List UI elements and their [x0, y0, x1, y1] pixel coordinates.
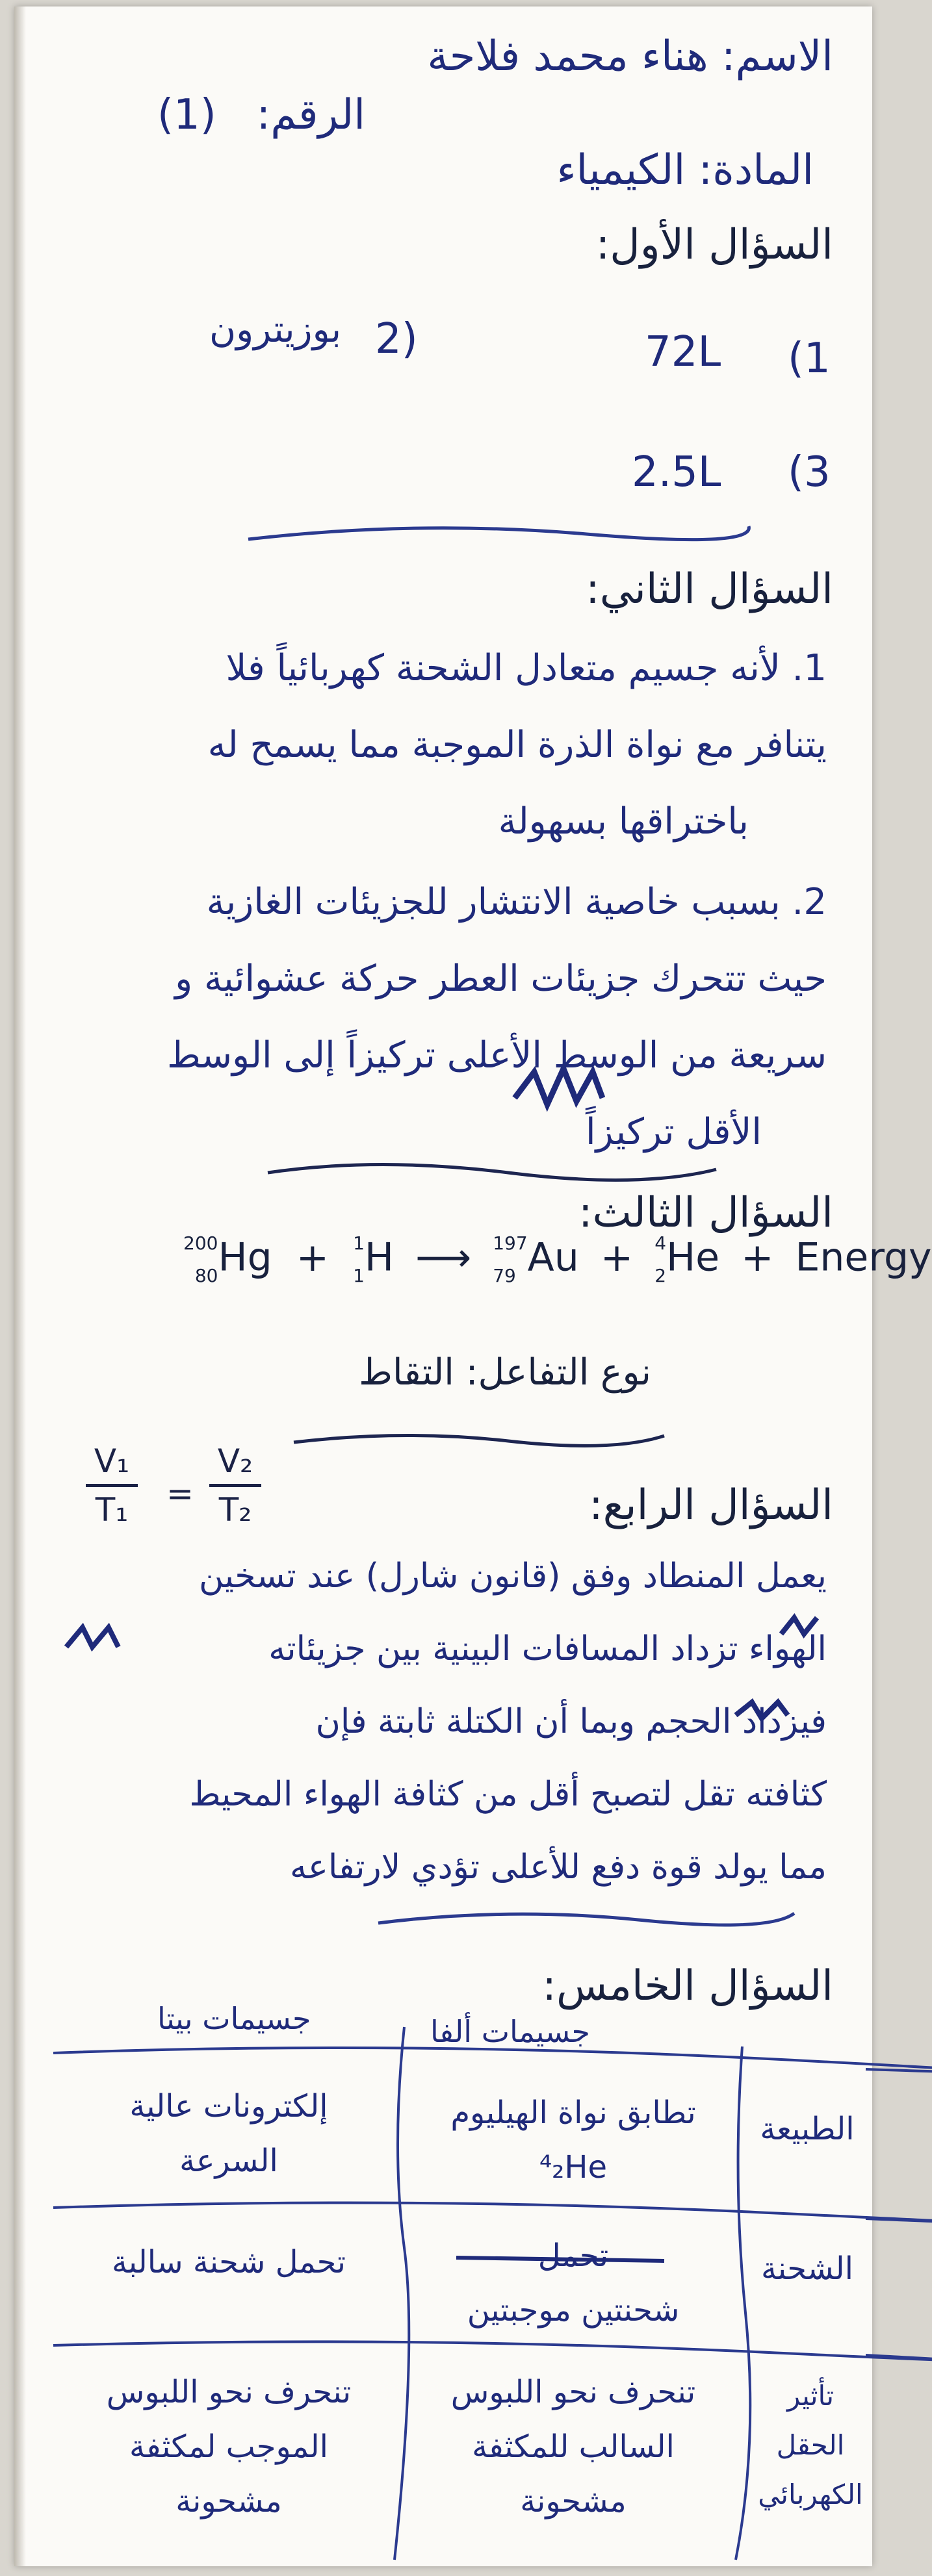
q2-p2-line: الأقل تركيزاً — [586, 1111, 762, 1153]
q1-answer-2-text: بوزيترون — [209, 309, 342, 351]
row-label-line: الحقل — [776, 2429, 845, 2461]
row-label-line: الكهربائي — [758, 2479, 863, 2510]
h-number: 1 — [353, 1265, 365, 1286]
q4-line: فيزداد الحجم وبما أن الكتلة ثابتة فإن — [315, 1702, 827, 1741]
table-header-beta: جسيمات بيتا — [157, 2001, 311, 2036]
answer-sheet — [14, 6, 932, 2566]
q1-title: السؤال الأول: — [595, 221, 833, 269]
row-label-line: تأثير — [786, 2380, 835, 2412]
q2-p2-line: حيث تتحرك جزيئات العطر حركة عشوائية و — [175, 958, 827, 1000]
table-header-line — [53, 2048, 932, 2072]
q4-paragraph — [47, 1540, 827, 1904]
au-number: 79 — [493, 1265, 516, 1286]
cell-line: شحنتين موجبتين — [467, 2292, 680, 2328]
plus-3: + — [741, 1234, 774, 1281]
q4-title: السؤال الرابع: — [589, 1481, 833, 1529]
cell-beta-field — [66, 2365, 391, 2529]
cell-line: السالب للمكثفة — [472, 2429, 675, 2465]
he-mass: 4 — [654, 1232, 667, 1254]
q1-answer-3-num: (3 — [788, 448, 831, 496]
cell-line: تطابق نواة الهيليوم — [450, 2095, 696, 2131]
charles-law-equals: = — [166, 1475, 194, 1512]
q4-line: يعمل المنطاد وفق (قانون شارل) عند تسخين — [198, 1557, 827, 1596]
q1-answer-1-text: 72L — [645, 328, 721, 376]
table-col-divider-2 — [736, 2047, 750, 2560]
charles-law-left — [86, 1442, 138, 1529]
q2-title: السؤال الثاني: — [586, 565, 833, 613]
v1: V₁ — [94, 1442, 130, 1480]
divider-q4 — [378, 1913, 794, 1925]
cell-line: تحمل — [537, 2238, 609, 2274]
reaction-type: نوع التفاعل: التقاط — [359, 1351, 651, 1394]
table-col-divider-1 — [395, 2027, 409, 2560]
divider-q3 — [294, 1435, 664, 1446]
cell-alpha-nature — [411, 2085, 736, 2195]
cell-line: الموجب لمكثفة — [129, 2429, 328, 2465]
cell-line: تنحرف نحو اللبوس — [450, 2374, 696, 2410]
table-row1-line — [53, 2202, 932, 2222]
divider-q1 — [248, 526, 749, 540]
row-label-charge — [749, 2241, 866, 2296]
table-row2-line — [53, 2341, 932, 2361]
reaction-arrow: ⟶ — [415, 1234, 472, 1281]
row-label: الطبيعة — [760, 2111, 855, 2147]
t2: T₂ — [218, 1491, 252, 1529]
he-number: 2 — [654, 1265, 667, 1286]
v2: V₂ — [217, 1442, 253, 1480]
cell-beta-charge — [66, 2235, 391, 2289]
cell-line: تحمل شحنة سالبة — [111, 2244, 346, 2280]
h-mass: 1 — [353, 1232, 365, 1254]
q4-line: الهواء تزداد المسافات البينية بين جزيئاته — [268, 1629, 827, 1668]
fraction-bar — [86, 1484, 138, 1487]
row-label-field — [752, 2371, 869, 2519]
cell-line: مشحونة — [520, 2483, 627, 2519]
hg-number: 80 — [194, 1265, 218, 1286]
subject: المادة: الكيمياء — [556, 146, 814, 194]
q2-p2-line: 2. بسبب خاصية الانتشار للجزيئات الغازية — [206, 881, 827, 923]
h-symbol: H — [364, 1234, 395, 1281]
q4-line: مما يولد قوة دفع للأعلى تؤدي لارتفاعه — [289, 1848, 827, 1887]
cell-line: مشحونة — [175, 2483, 282, 2519]
table-header-alpha: جسيمات ألفا — [430, 2014, 590, 2049]
q5-title: السؤال الخامس: — [542, 1962, 833, 2010]
plus-2: + — [600, 1234, 634, 1281]
cell-alpha-field — [411, 2365, 736, 2529]
number-value: (1) — [157, 91, 216, 139]
cell-line: السرعة — [179, 2143, 278, 2179]
row-label-nature — [749, 2102, 866, 2156]
hg-mass: 200 — [183, 1232, 218, 1254]
t1: T₁ — [95, 1491, 129, 1529]
cell-line: إلكترونات عالية — [129, 2088, 328, 2124]
q4-line: كثافته تقل لتصبح أقل من كثافة الهواء المحيط — [189, 1775, 827, 1814]
student-name: الاسم: هناء محمد فلاحة — [427, 32, 833, 81]
fraction-bar — [209, 1484, 261, 1487]
cell-alpha-charge — [411, 2228, 736, 2338]
q2-paragraph-1 — [47, 630, 827, 860]
q2-paragraph-2 — [47, 864, 827, 1171]
au-mass: 197 — [493, 1232, 528, 1254]
q2-p2-line: سريعة من الوسط الأعلى تركيزاً إلى الوسط — [166, 1034, 827, 1077]
q1-answer-1-num: (1 — [788, 335, 831, 383]
charles-law-right — [209, 1442, 261, 1529]
energy-term: Energy — [795, 1234, 932, 1281]
cell-line: ⁴₂He — [539, 2149, 608, 2186]
q2-p1-line: 1. لأنه جسيم متعادل الشحنة كهربائياً فلا — [226, 647, 827, 689]
au-symbol: Au — [527, 1234, 579, 1281]
plus-1: + — [296, 1234, 330, 1281]
q3-title: السؤال الثالث: — [578, 1189, 833, 1237]
hg-symbol: Hg — [218, 1234, 272, 1281]
row-label: الشحنة — [761, 2251, 853, 2287]
nuclear-equation — [183, 1234, 932, 1285]
number-label: الرقم: — [256, 91, 365, 139]
q2-p1-line: باختراقها بسهولة — [498, 800, 749, 843]
cell-line: تنحرف نحو اللبوس — [106, 2374, 352, 2410]
he-symbol: He — [666, 1234, 720, 1281]
q1-answer-2-num: 2) — [375, 315, 418, 363]
cell-beta-nature — [66, 2079, 391, 2188]
q1-answer-3-text: 2.5L — [632, 448, 721, 496]
q2-p1-line: يتنافر مع نواة الذرة الموجبة مما يسمح له — [207, 724, 827, 766]
